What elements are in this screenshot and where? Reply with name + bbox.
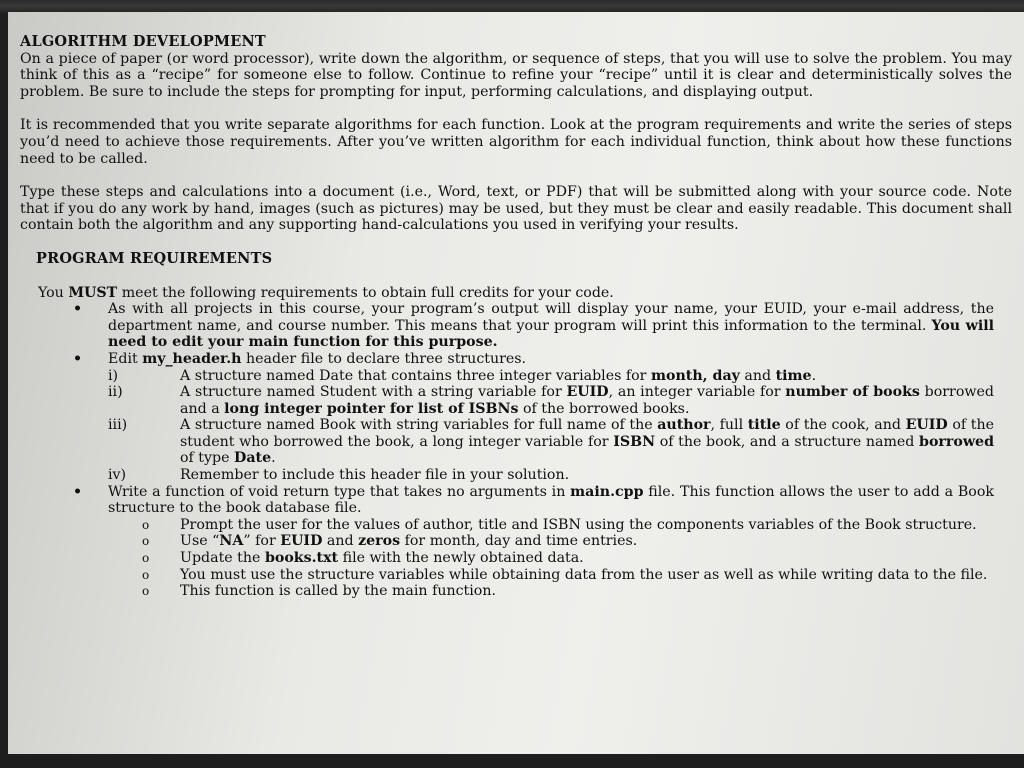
function-step: o Prompt the user for the values of author, title and ISBN using the components variables of the Book structure. bbox=[142, 516, 977, 533]
spacer bbox=[20, 167, 1012, 184]
algorithm-paragraph-1: On a piece of paper (or word processor), write down the algorithm, or sequence of steps, that you will use to solve the problem. You may think of this as a “recipe” for someone else to follow. Continue to refine your “recipe” until it is clear and deterministically solves the problem. Be sure to include the steps for prompting for input, performing calculations, and displaying output. bbox=[20, 50, 1012, 100]
circle-bullet-icon: o bbox=[142, 584, 150, 599]
document-page bbox=[20, 34, 1012, 600]
spacer bbox=[20, 268, 1012, 285]
circle-bullet-icon: o bbox=[142, 517, 150, 532]
requirement-item: • Write a function of void return type that takes no arguments in main.cpp file. This function allows the user to add a Book structure to the book database file. o Prompt the user for the values of author, title and ISBN using the components variables of the Book structure. o Use “NA” for EUID and zeros for month, day and time entries. o Update the books.txt file with the newly obtained data. o You must use the structure variables while obtaining data from the user as well as while writing data to the file. o This function is called by the main function. bbox=[73, 483, 994, 600]
circle-bullet-icon: o bbox=[142, 534, 150, 549]
algorithm-heading: ALGORITHM DEVELOPMENT bbox=[20, 33, 266, 50]
bullet-icon: • bbox=[73, 350, 83, 367]
function-step: o Use “NA” for EUID and zeros for month, day and time entries. bbox=[142, 533, 638, 550]
structure-item: iii) A structure named Book with string variables for full name of the author, full title of the cook, and EUID of the student who borrowed the book, a long integer variable for ISBN of the book, and a structure named borrowed of type Date. bbox=[108, 417, 994, 467]
function-step: o Update the books.txt file with the newly obtained data. bbox=[142, 550, 584, 567]
function-steps-list bbox=[108, 517, 994, 600]
circle-bullet-icon: o bbox=[142, 567, 150, 582]
monitor-screen bbox=[8, 12, 1024, 754]
structure-item: ii) A structure named Student with a string variable for EUID, an integer variable for number of books borrowed and a long integer pointer for list of ISBNs of the borrowed books. bbox=[108, 384, 994, 417]
function-step: o You must use the structure variables while obtaining data from the user as well as while writing data to the file. bbox=[142, 566, 988, 583]
structure-item: iv) Remember to include this header file in your solution. bbox=[108, 467, 570, 484]
requirements-list bbox=[20, 301, 1012, 600]
algorithm-paragraph-3: Type these steps and calculations into a document (i.e., Word, text, or PDF) that will be submitted along with your source code. Note that if you do any work by hand, images (such as pictures) may be used, but they must be clear and easily readable. This document shall contain both the algorithm and any supporting hand-calculations you used in verifying your results. bbox=[20, 184, 1012, 234]
spacer bbox=[20, 234, 1012, 251]
structure-item: i) A structure named Date that contains three integer variables for month, day and time. bbox=[108, 367, 817, 384]
requirement-item: • Edit my_header.h header file to declare three structures. i) A structure named Date that contains three integer variables for month, day and time. ii) A structure named Student with a string variable for EUID, an integer variable for number of books borrowed and a long integer pointer for list of ISBNs of the borrowed books. iii) A structure named Book with string variables for full name of the author, full title of the cook, and EUID of the student who borrowed the book, a long integer variable for ISBN of the book, and a structure named borrowed of type Date. iv) Remember to include this header file in your solution. bbox=[73, 350, 994, 484]
structure-list bbox=[108, 368, 994, 484]
circle-bullet-icon: o bbox=[142, 551, 150, 566]
spacer bbox=[20, 100, 1012, 117]
algorithm-paragraph-2: It is recommended that you write separate algorithms for each function. Look at the program requirements and write the series of steps you’d need to achieve those requirements. After you’ve written algorithm for each individual function, think about how these functions need to be called. bbox=[20, 117, 1012, 167]
requirements-intro: You MUST meet the following requirements to obtain full credits for your code. bbox=[38, 284, 614, 301]
requirements-heading: PROGRAM REQUIREMENTS bbox=[36, 249, 273, 267]
function-step: o This function is called by the main function. bbox=[142, 583, 496, 600]
bullet-icon: • bbox=[73, 483, 83, 500]
requirement-item: • As with all projects in this course, your program’s output will display your name, your EUID, your e-mail address, the department name, and course number. This means that your program will print this information to the terminal. You will need to edit your main function for this purpose. bbox=[73, 301, 994, 351]
bullet-icon: • bbox=[73, 301, 83, 318]
